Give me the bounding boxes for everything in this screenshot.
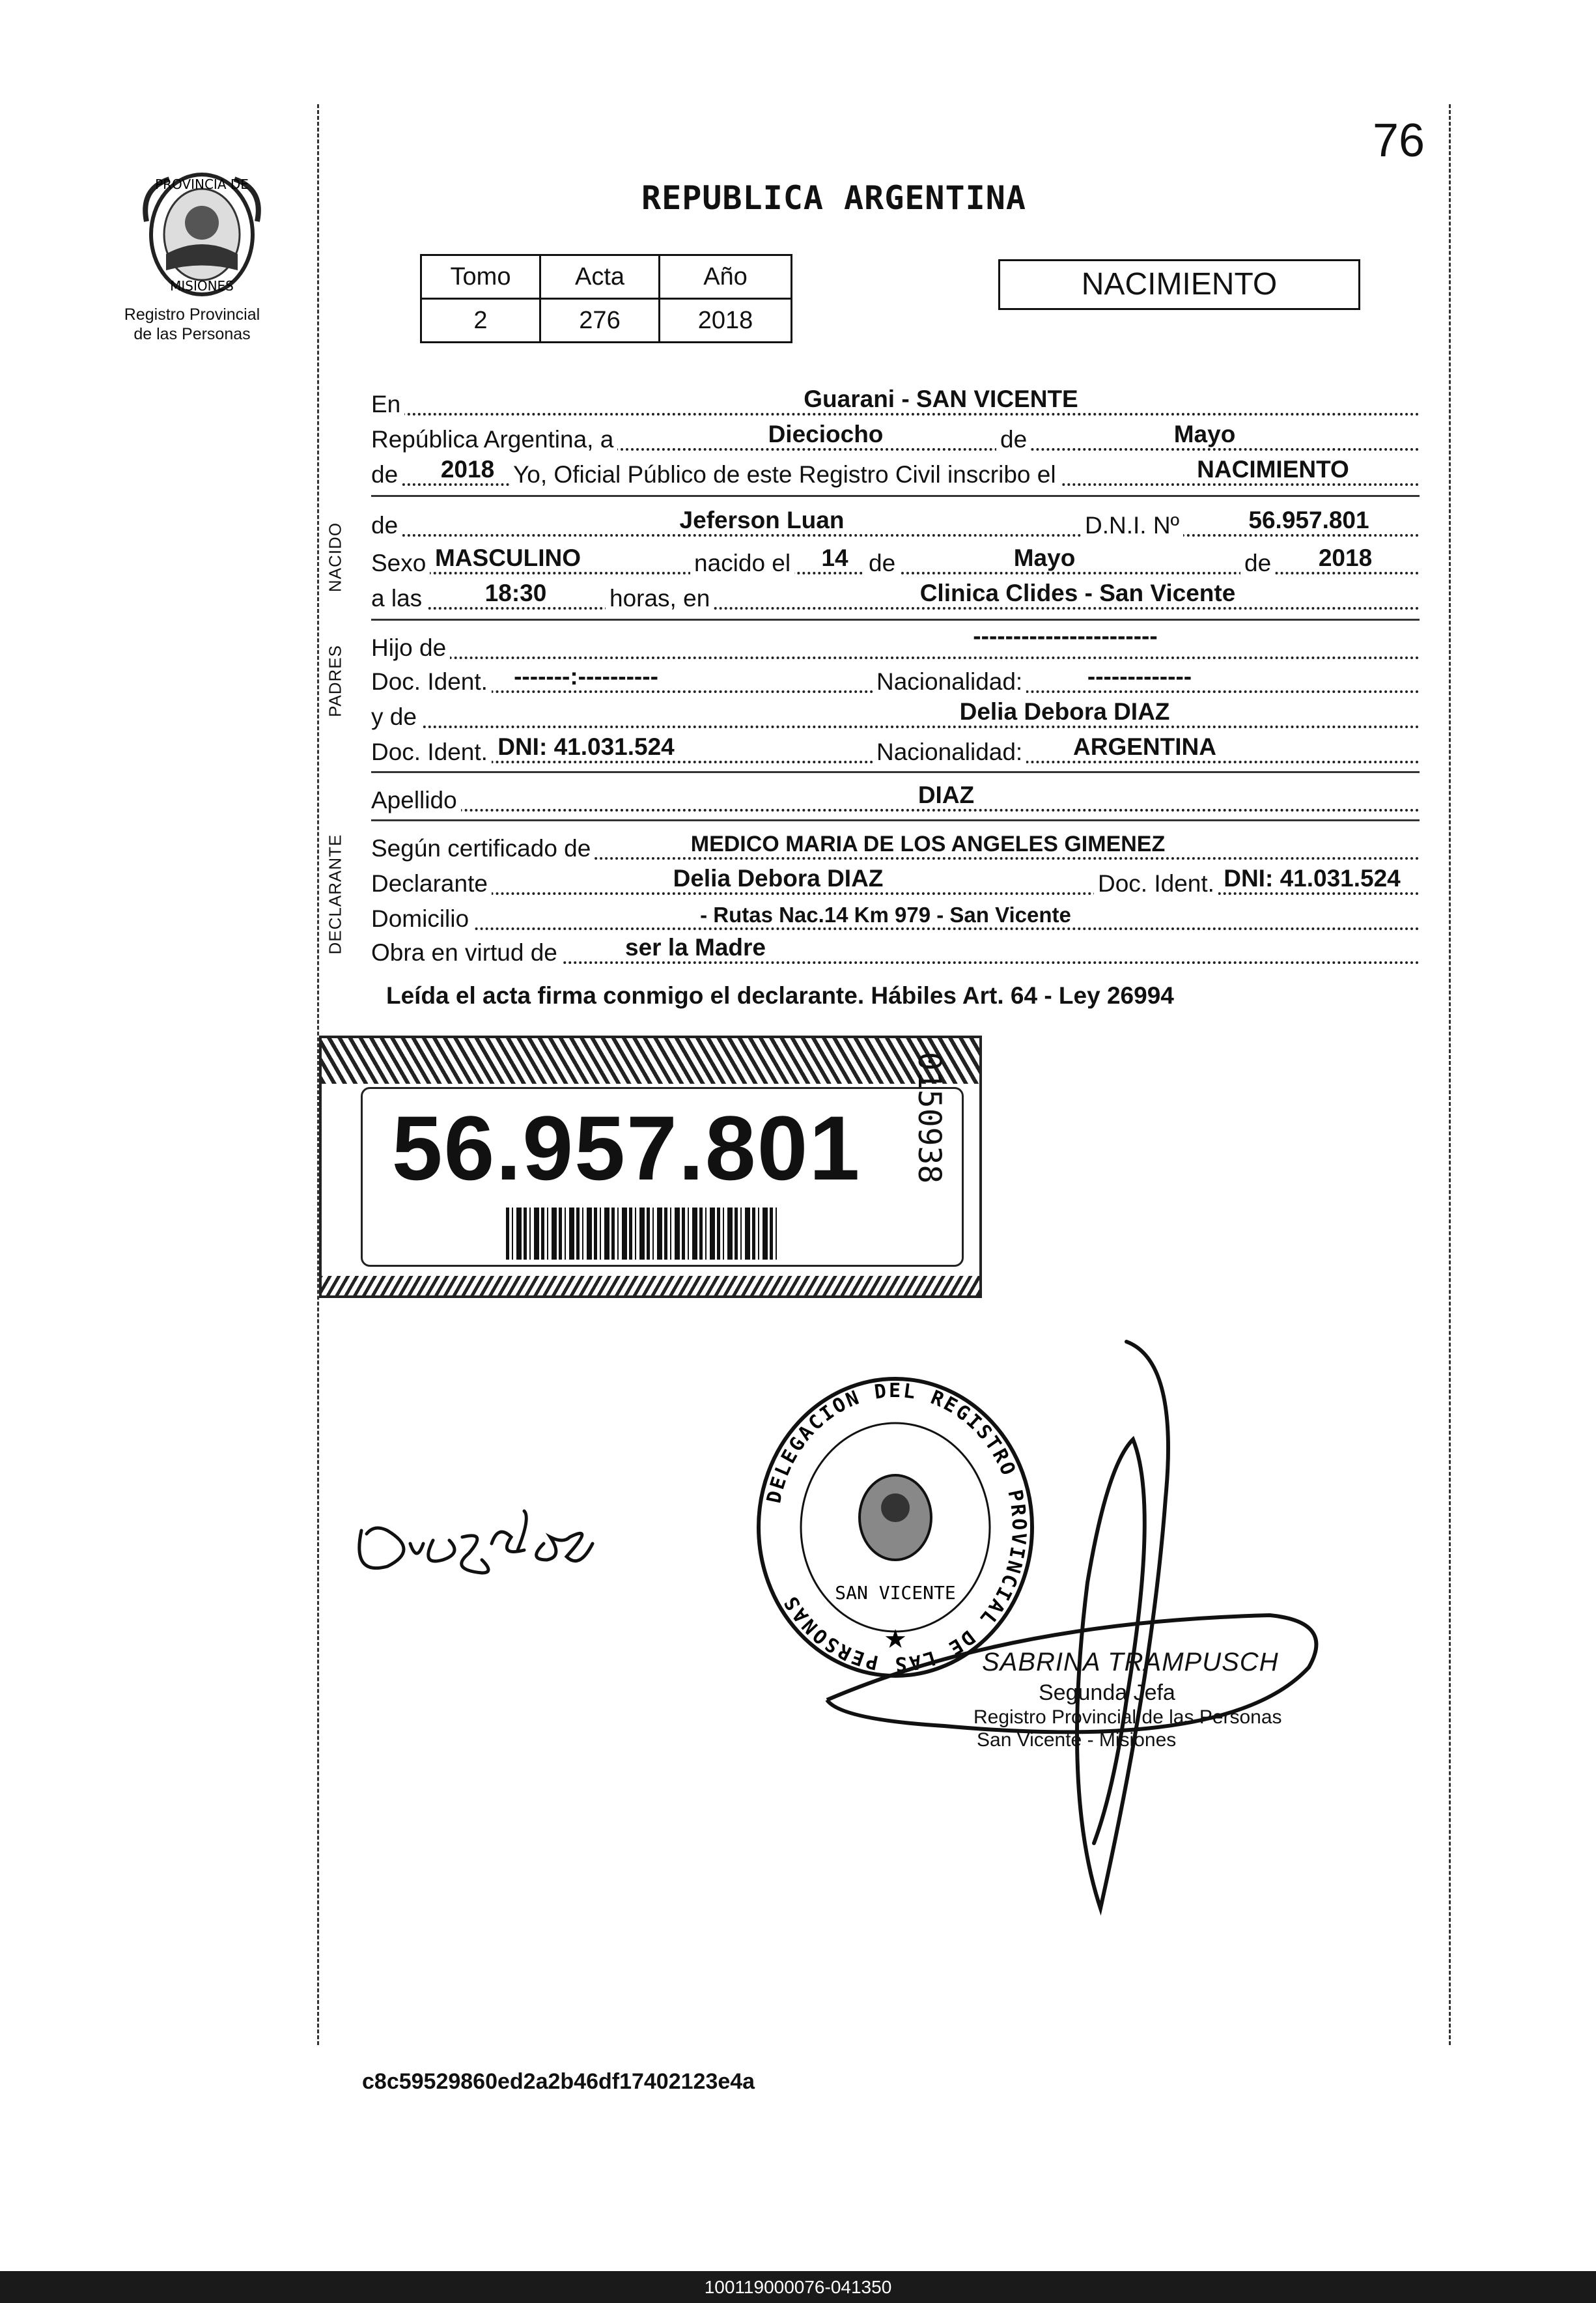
value-declarant: Delia Debora DIAZ xyxy=(673,865,884,892)
value-father-doc: -------:---------- xyxy=(514,663,658,690)
value-year: 2018 xyxy=(440,456,495,483)
registry-table xyxy=(420,254,792,343)
security-pattern xyxy=(322,1276,979,1295)
label-apellido: Apellido xyxy=(371,787,461,814)
value-child-dni: 56.957.801 xyxy=(1248,507,1369,533)
label-doc-ident: Doc. Ident. xyxy=(371,668,492,696)
document-hash: c8c59529860ed2a2b46df17402123e4a xyxy=(362,2069,755,2094)
divider xyxy=(371,771,1420,773)
row-declarante xyxy=(371,862,1420,900)
value-declarant-doc: DNI: 41.031.524 xyxy=(1224,865,1401,892)
value-birth-time: 18:30 xyxy=(484,580,547,606)
row-hora xyxy=(371,577,1420,615)
label-de: de xyxy=(371,512,402,539)
value-birth-place: Clinica Clides - San Vicente xyxy=(919,580,1236,606)
row-sexo xyxy=(371,542,1420,580)
declarant-signature xyxy=(348,1505,648,1589)
label-republica: República Argentina, a xyxy=(371,426,617,453)
table-header: Acta xyxy=(540,255,660,299)
institution-line-2: de las Personas xyxy=(133,325,251,343)
institution-line-1: Registro Provincial xyxy=(124,305,260,324)
value-birth-year: 2018 xyxy=(1318,544,1373,571)
officer-signature xyxy=(814,1335,1348,1921)
footer-bar: 100119000076-041350 xyxy=(0,2271,1596,2303)
label-y-de: y de xyxy=(371,703,421,731)
value-mother: Delia Debora DIAZ xyxy=(959,698,1170,725)
value-address: - Rutas Nac.14 Km 979 - San Vicente xyxy=(700,903,1071,927)
label-a-las: a las xyxy=(371,585,426,612)
dni-number: 56.957.801 xyxy=(391,1097,861,1199)
document-title: REPUBLICA ARGENTINA xyxy=(641,179,1026,217)
svg-text:★: ★ xyxy=(884,1624,907,1654)
value-birth-month: Mayo xyxy=(1013,544,1076,571)
svg-text:DELEGACION DEL REGISTRO PROVIN: DELEGACION DEL REGISTRO PROVINCIAL DE LAS PERSONAS xyxy=(763,1379,1031,1676)
row-nacido-name xyxy=(371,504,1420,542)
right-margin-line xyxy=(1449,104,1451,2045)
label-domicilio: Domicilio xyxy=(371,905,473,933)
table-header: Año xyxy=(660,255,792,299)
row-doc-padre xyxy=(371,660,1420,698)
label-de: de xyxy=(996,426,1031,453)
row-apellido xyxy=(371,779,1420,817)
svg-text:SAN VICENTE: SAN VICENTE xyxy=(835,1582,956,1604)
value-surname: DIAZ xyxy=(917,782,975,808)
row-certificado xyxy=(371,827,1420,865)
divider xyxy=(371,619,1420,621)
dni-panel xyxy=(361,1087,964,1267)
label-de: de xyxy=(1240,550,1275,577)
value-lugar: Guarani - SAN VICENTE xyxy=(804,386,1078,412)
page-number: 76 xyxy=(1373,115,1425,167)
row-doc-madre xyxy=(371,731,1420,769)
label-inscribo: Yo, Oficial Público de este Registro Civil inscribo el xyxy=(509,461,1060,488)
label-hijo-de: Hijo de xyxy=(371,634,450,662)
table-cell: 2 xyxy=(421,299,540,343)
value-birth-day: 14 xyxy=(821,544,848,571)
row-madre xyxy=(371,696,1420,733)
closing-statement: Leída el acta firma conmigo el declarante. Hábiles Art. 64 - Ley 26994 xyxy=(386,982,1174,1009)
label-doc-ident: Doc. Ident. xyxy=(1094,870,1218,897)
svg-text:PROVINCIA DE: PROVINCIA DE xyxy=(155,177,249,192)
divider xyxy=(371,495,1420,497)
row-hijo xyxy=(371,623,1420,664)
table-cell: 2018 xyxy=(660,299,792,343)
label-horas-en: horas, en xyxy=(606,585,714,612)
row-year xyxy=(371,453,1420,491)
dni-label-sticker xyxy=(319,1036,982,1298)
value-relationship: ser la Madre xyxy=(625,934,766,961)
value-father: ----------------------- xyxy=(973,623,1158,649)
value-sex: MASCULINO xyxy=(434,544,581,571)
officer-institution: Registro Provincial de las Personas xyxy=(973,1706,1282,1728)
section-padres: PADRES xyxy=(325,645,345,717)
province-shield-logo xyxy=(133,163,270,300)
value-record-type: NACIMIENTO xyxy=(1197,456,1349,483)
value-mother-doc: DNI: 41.031.524 xyxy=(497,733,675,760)
label-nacionalidad: Nacionalidad: xyxy=(873,739,1026,766)
table-cell: 276 xyxy=(540,299,660,343)
label-obra-en-virtud: Obra en virtud de xyxy=(371,939,561,967)
divider xyxy=(371,819,1420,821)
row-obra xyxy=(371,931,1420,969)
label-dni: D.N.I. Nº xyxy=(1081,512,1183,539)
row-domicilio xyxy=(371,897,1420,935)
officer-location: San Vicente - Misiones xyxy=(977,1729,1177,1751)
security-pattern xyxy=(322,1038,979,1084)
value-mother-nationality: ARGENTINA xyxy=(1073,733,1216,760)
label-sexo: Sexo xyxy=(371,550,430,577)
value-certificate: MEDICO MARIA DE LOS ANGELES GIMENEZ xyxy=(690,832,1166,856)
label-declarante: Declarante xyxy=(371,870,492,897)
label-de: de xyxy=(865,550,899,577)
label-nacido-el: nacido el xyxy=(690,550,794,577)
row-en xyxy=(371,383,1420,421)
section-nacido: NACIDO xyxy=(325,522,345,593)
officer-name: SABRINA TRAMPUSCH xyxy=(982,1648,1279,1676)
record-type-box: NACIMIENTO xyxy=(998,259,1360,310)
table-header: Tomo xyxy=(421,255,540,299)
officer-role: Segunda Jefa xyxy=(1039,1680,1175,1705)
label-en: En xyxy=(371,391,404,418)
label-segun-certificado: Según certificado de xyxy=(371,835,595,862)
barcode xyxy=(506,1208,779,1260)
section-declarante: DECLARANTE xyxy=(325,834,345,955)
row-republica xyxy=(371,418,1420,456)
svg-text:MISIONES: MISIONES xyxy=(170,278,234,294)
label-nacionalidad: Nacionalidad: xyxy=(873,668,1026,696)
value-father-nationality: ------------- xyxy=(1087,663,1192,690)
label-serial: 0150938 xyxy=(911,1052,947,1184)
value-day-written: Dieciocho xyxy=(768,421,884,447)
institution-caption xyxy=(98,305,287,344)
value-month: Mayo xyxy=(1173,421,1236,447)
value-child-name: Jeferson Luan xyxy=(679,507,845,533)
label-doc-ident: Doc. Ident. xyxy=(371,739,492,766)
label-de: de xyxy=(371,461,402,488)
